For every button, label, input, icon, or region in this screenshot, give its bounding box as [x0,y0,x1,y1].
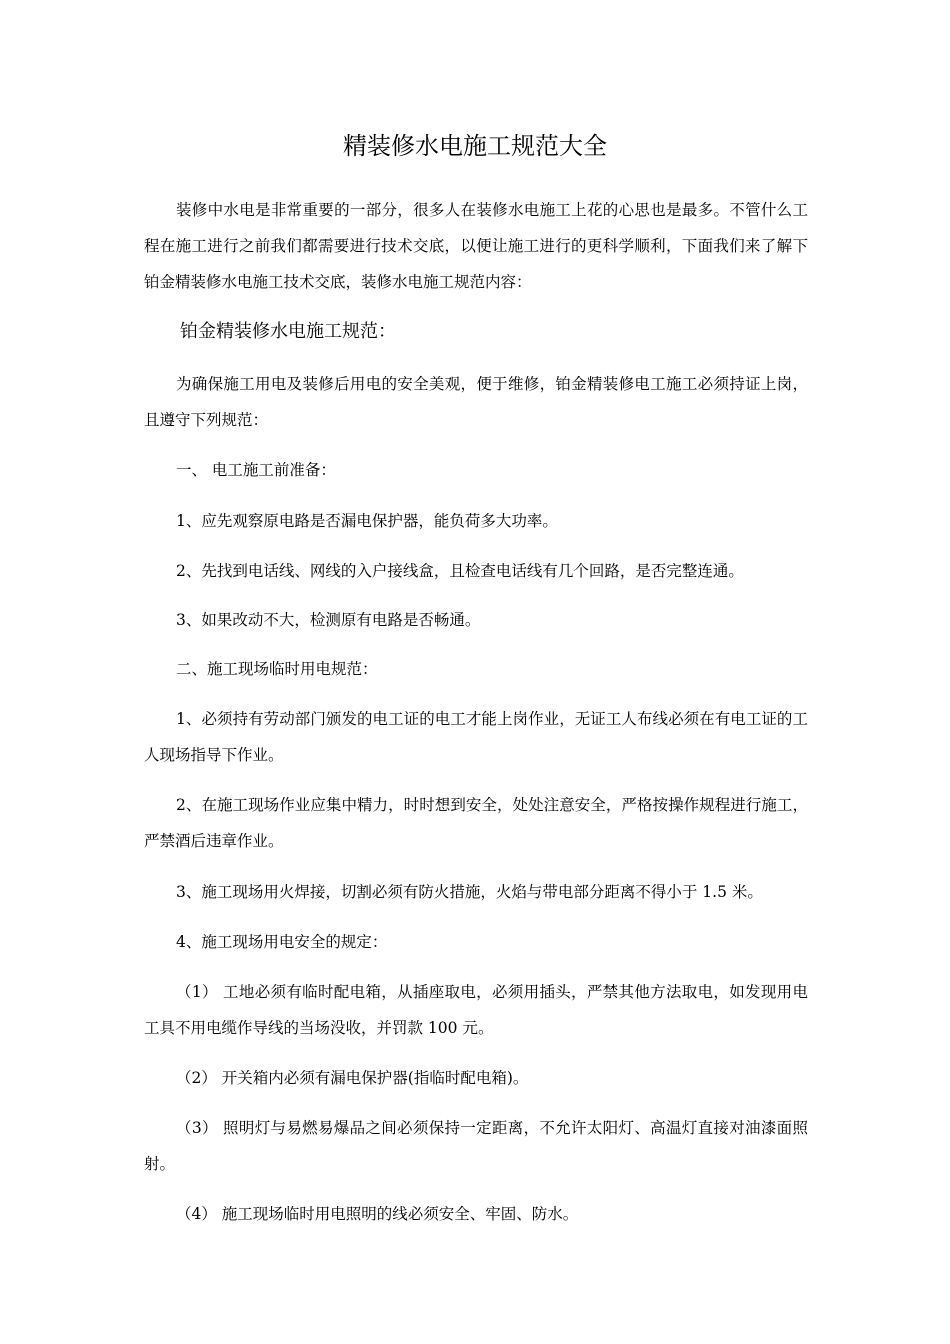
document-title: 精装修水电施工规范大全 [343,132,607,160]
part2-item: 1、必须持有劳动部门颁发的电工证的电工才能上岗作业，无证工人布线必须在有电工证的工人现场指导下作业。 [144,710,808,764]
part1-item: 3、如果改动不大，检测原有电路是否畅通。 [176,611,481,629]
safety-rule: （3） 照明灯与易燃易爆品之间必须保持一定距离，不允许太阳灯、高温灯直接对油漆面照射。 [144,1119,808,1173]
intro-paragraph: 装修中水电是非常重要的一部分，很多人在装修水电施工上花的心思也是最多。不管什么工程在施工进行之前我们都需要进行技术交底，以便让施工进行的更科学顺利，下面我们来了解下铂金精装修水电施工技术交底，装修水电施工规范内容： [144,201,808,291]
safety-rule: （2） 开关箱内必须有漏电保护器(指临时配电箱)。 [176,1069,529,1087]
part1-item: 2、先找到电话线、网线的入户接线盒，且检查电话线有几个回路，是否完整连通。 [176,562,744,580]
part2-item: 3、施工现场用火焊接，切割必须有防火措施，火焰与带电部分距离不得小于 1.5 米。 [176,883,763,901]
section-heading: 铂金精装修水电施工规范： [180,321,396,342]
part1-heading: 一、 电工施工前准备： [176,461,336,479]
preamble-paragraph: 为确保施工用电及装修后用电的安全美观，便于维修，铂金精装修电工施工必须持证上岗，且遵守下列规范： [144,375,808,429]
part1-item: 1、应先观察原电路是否漏电保护器，能负荷多大功率。 [176,512,558,530]
part2-item: 2、在施工现场作业应集中精力，时时想到安全，处处注意安全，严格按操作规程进行施工，严禁酒后违章作业。 [144,796,808,850]
safety-rule: （4） 施工现场临时用电照明的线必须安全、牢固、防水。 [176,1205,579,1223]
part2-heading: 二、施工现场临时用电规范： [176,660,378,678]
safety-rule: （1） 工地必须有临时配电箱，从插座取电，必须用插头，严禁其他方法取电，如发现用电工具不用电缆作导线的当场没收，并罚款 100 元。 [144,983,808,1037]
part2-item: 4、施工现场用电安全的规定： [176,933,388,951]
